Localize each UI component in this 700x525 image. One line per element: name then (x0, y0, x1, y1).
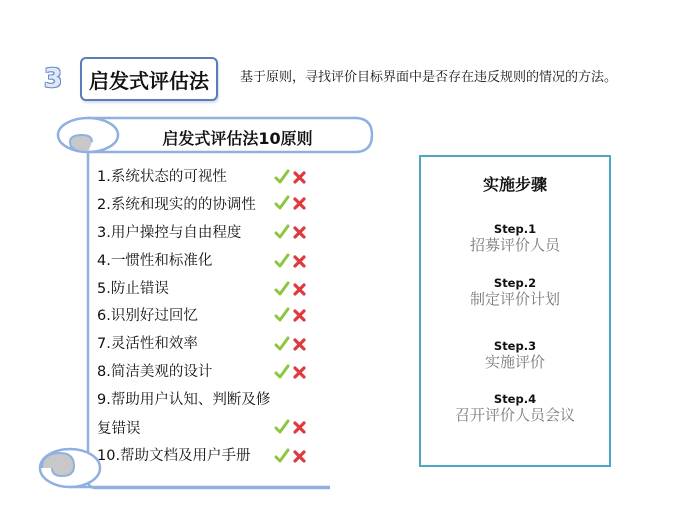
principle-item: 9.帮助用户认知、判断及修 (97, 392, 271, 408)
cross-mark-icon (293, 255, 306, 268)
step-name: 召开评价人员会议 (454, 406, 575, 424)
principle-item: 5.防止错误 (97, 281, 169, 297)
cross-mark-icon (293, 421, 306, 434)
principle-item: 10.帮助文档及用户手册 (97, 448, 251, 464)
principle-marks (274, 222, 306, 242)
cross-mark-icon (293, 309, 306, 322)
check-mark-icon (274, 419, 290, 435)
principle-marks (274, 279, 306, 299)
step-name: 招募评价人员 (469, 236, 560, 254)
principle-marks (274, 305, 306, 325)
check-mark-icon (274, 448, 290, 464)
steps-title: 实施步骤 (482, 175, 547, 194)
step-label: Step.3 (493, 339, 537, 353)
principle-item: 2.系统和现实的的协调性 (97, 197, 256, 213)
step-name: 制定评价计划 (469, 290, 560, 308)
cross-mark-icon (293, 338, 306, 351)
page-title: 启发式评估法 (80, 57, 218, 101)
check-mark-icon (274, 253, 290, 269)
cross-mark-icon (293, 366, 306, 379)
check-mark-icon (274, 169, 290, 185)
check-mark-icon (274, 307, 290, 323)
principle-item: 4.一惯性和标准化 (97, 253, 213, 269)
step-label: Step.2 (493, 276, 537, 290)
principle-item: 6.识别好过回忆 (97, 308, 198, 324)
cross-mark-icon (293, 197, 306, 210)
section-number: 3 (44, 64, 63, 94)
check-mark-icon (274, 364, 290, 380)
cross-mark-icon (293, 171, 306, 184)
cross-mark-icon (293, 450, 306, 463)
principles-title: 启发式评估法10原则 (162, 129, 313, 148)
principle-item: 7.灵活性和效率 (97, 336, 198, 352)
page-description: 基于原则，寻找评价目标界面中是否存在违反规则的情况的方法。 (240, 70, 618, 85)
check-mark-icon (274, 224, 290, 240)
check-mark-icon (274, 195, 290, 211)
principle-marks (274, 251, 306, 271)
principle-marks (274, 362, 306, 382)
cross-mark-icon (293, 283, 306, 296)
cross-mark-icon (293, 226, 306, 239)
step-label: Step.1 (493, 222, 537, 236)
principle-marks (274, 167, 306, 187)
principle-item: 3.用户操控与自由程度 (97, 225, 242, 241)
principle-marks (274, 334, 306, 354)
principle-marks (274, 446, 306, 466)
check-mark-icon (274, 281, 290, 297)
principle-marks (274, 417, 306, 437)
principle-item: 复错误 (97, 421, 141, 437)
principle-marks (274, 193, 306, 213)
step-label: Step.4 (493, 392, 537, 406)
step-name: 实施评价 (484, 353, 545, 371)
principle-item: 1.系统状态的可视性 (97, 169, 227, 185)
check-mark-icon (274, 336, 290, 352)
principle-item: 8.简洁美观的设计 (97, 364, 213, 380)
